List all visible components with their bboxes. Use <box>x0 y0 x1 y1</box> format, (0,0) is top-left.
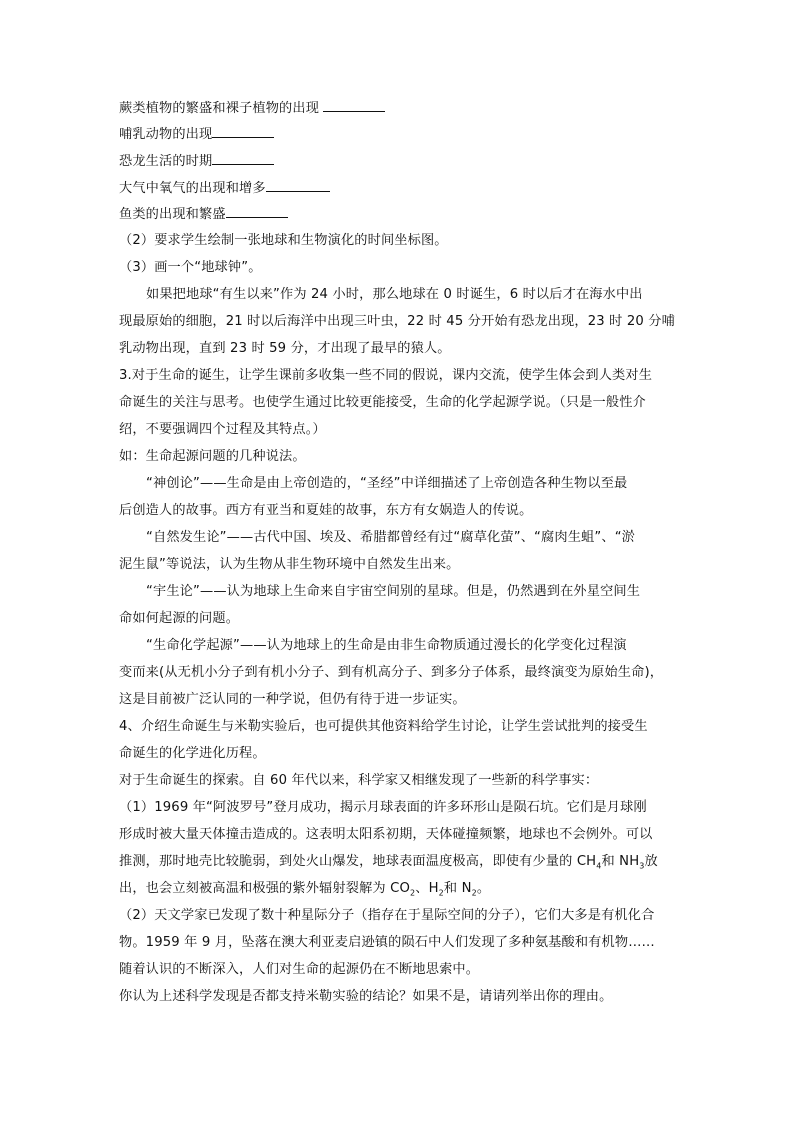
q1-text-1: 蕨类植物的繁盛和裸子植物的出现 <box>119 101 324 116</box>
section-3-line-1: 3.对于生命的诞生，让学生课前多收集一些不同的假说，课内交流，使学生体会到人类对生 <box>119 368 653 383</box>
q1-text-4: 大气中氧气的出现和增多 <box>119 181 266 196</box>
q1-text-3: 恐龙生活的时期 <box>119 154 213 169</box>
q1-text-2: 哺乳动物的出现 <box>119 127 213 142</box>
answer-blank-3[interactable] <box>212 152 274 165</box>
subscript: 4 <box>596 861 602 871</box>
q1-line-1 <box>119 99 679 118</box>
section-4-line-2: 命诞生的化学进化历程。 <box>119 746 266 761</box>
clock-line-3: 乳动物出现，直到 23 时 59 分，才出现了最早的猿人。 <box>119 341 451 356</box>
fact-1-line-4 <box>119 880 679 898</box>
q1-line-2 <box>119 125 679 144</box>
fact-2-line-2: 物。1959 年 9 月，坠落在澳大利亚麦启逊镇的陨石中人们发现了多种氨基酸和有机物…… <box>119 935 655 950</box>
spontaneous-line-2: 泥生鼠”等说法，认为生物从非生物环境中自然发生出来。 <box>119 557 460 572</box>
item-3: （3）画一个“地球钟”。 <box>119 260 262 275</box>
section-4-line-1: 4、介绍生命诞生与米勒实验后，也可提供其他资料给学生讨论，让学生尝试批判的接受生 <box>119 719 648 734</box>
section-3-line-4: 如：生命起源问题的几种说法。 <box>119 449 306 464</box>
fact-1-line-4-text: 出，也会立刻被高温和极强的紫外辐射裂解为 CO <box>119 881 410 896</box>
cosmic-line-2: 命如何起源的问题。 <box>119 611 240 626</box>
cosmic-line-1: “宇生论”——认为地球上生命来自宇宙空间别的星球。但是，仍然遇到在外星空间生 <box>146 584 641 599</box>
subscript: 3 <box>639 861 645 871</box>
fact-1-line-1: （1）1969 年“阿波罗号”登月成功，揭示月球表面的许多环形山是陨石坑。它们是月球刚 <box>119 800 647 815</box>
subscript: 2 <box>471 888 477 898</box>
chemical-line-3: 这是目前被广泛认同的一种学说，但仍有待于进一步证实。 <box>119 692 466 707</box>
spontaneous-line-1: “自然发生论”——古代中国、埃及、希腊都曾经有过“腐草化萤”、“腐肉生蛆”、“淤 <box>146 530 636 545</box>
answer-blank-2[interactable] <box>212 125 274 138</box>
fact-1-line-2: 形成时被大量天体撞击造成的。这表明太阳系初期，天体碰撞频繁，地球也不会例外。可以 <box>119 827 653 842</box>
q1-line-3 <box>119 152 679 171</box>
fact-1-line-3-end: 放 <box>644 854 658 869</box>
chemical-line-1: “生命化学起源”——认为地球上的生命是由非生命物质通过漫长的化学变化过程演 <box>146 638 627 653</box>
answer-blank-5[interactable] <box>226 205 288 218</box>
section-3-line-3: 绍，不要强调四个过程及其特点。） <box>119 422 326 437</box>
fact-2-line-4: 你认为上述科学发现是否都支持米勒实验的结论？如果不是，请请列举出你的理由。 <box>119 989 613 1004</box>
creation-line-1: “神创论”——生命是由上帝创造的，“圣经”中详细描述了上帝创造各种生物以至最 <box>146 476 628 491</box>
subscript: 2 <box>438 888 444 898</box>
fact-1-line-3 <box>119 853 679 871</box>
section-4-line-3: 对于生命诞生的探索。自 60 年代以来，科学家又相继发现了一些新的科学事实： <box>119 773 599 788</box>
q1-line-5 <box>119 205 679 224</box>
fact-1-line-4-part-c: 和 N <box>443 881 472 896</box>
answer-blank-1[interactable] <box>323 99 385 112</box>
chemical-line-2: 变而来(从无机小分子到有机小分子、到有机高分子、到多分子体系，最终演变为原始生命)， <box>119 665 664 680</box>
fact-1-line-4-part-b: 、H <box>415 881 439 896</box>
clock-line-1: 如果把地球“有生以来”作为 24 小时，那么地球在 0 时诞生，6 时以后才在海水中出 <box>146 287 643 302</box>
fact-1-line-3-mid: 和 NH <box>601 854 640 869</box>
fact-2-line-3: 随着认识的不断深入，人们对生命的起源仍在不断地思索中。 <box>119 962 480 977</box>
subscript: 2 <box>409 888 416 898</box>
clock-line-2: 现最原始的细胞，21 时以后海洋中出现三叶虫，22 时 45 分开始有恐龙出现，23 时 20 分哺 <box>119 314 675 329</box>
q1-text-5: 鱼类的出现和繁盛 <box>119 207 226 222</box>
creation-line-2: 后创造人的故事。西方有亚当和夏娃的故事，东方有女娲造人的传说。 <box>119 503 533 518</box>
fact-1-line-3-text: 推测，那时地壳比较脆弱，到处火山爆发，地球表面温度极高，即使有少量的 CH <box>119 854 597 869</box>
answer-blank-4[interactable] <box>266 179 330 192</box>
section-3-line-2: 命诞生的关注与思考。也使学生通过比较更能接受，生命的化学起源学说。（只是一般性介 <box>119 395 646 410</box>
q1-line-4 <box>119 179 679 198</box>
fact-1-line-4-end: 。 <box>476 881 491 896</box>
item-2: （2）要求学生绘制一张地球和生物演化的时间坐标图。 <box>119 233 448 248</box>
fact-2-line-1: （2）天文学家已发现了数十种星际分子（指存在于星际空间的分子），它们大多是有机化合 <box>119 908 655 923</box>
